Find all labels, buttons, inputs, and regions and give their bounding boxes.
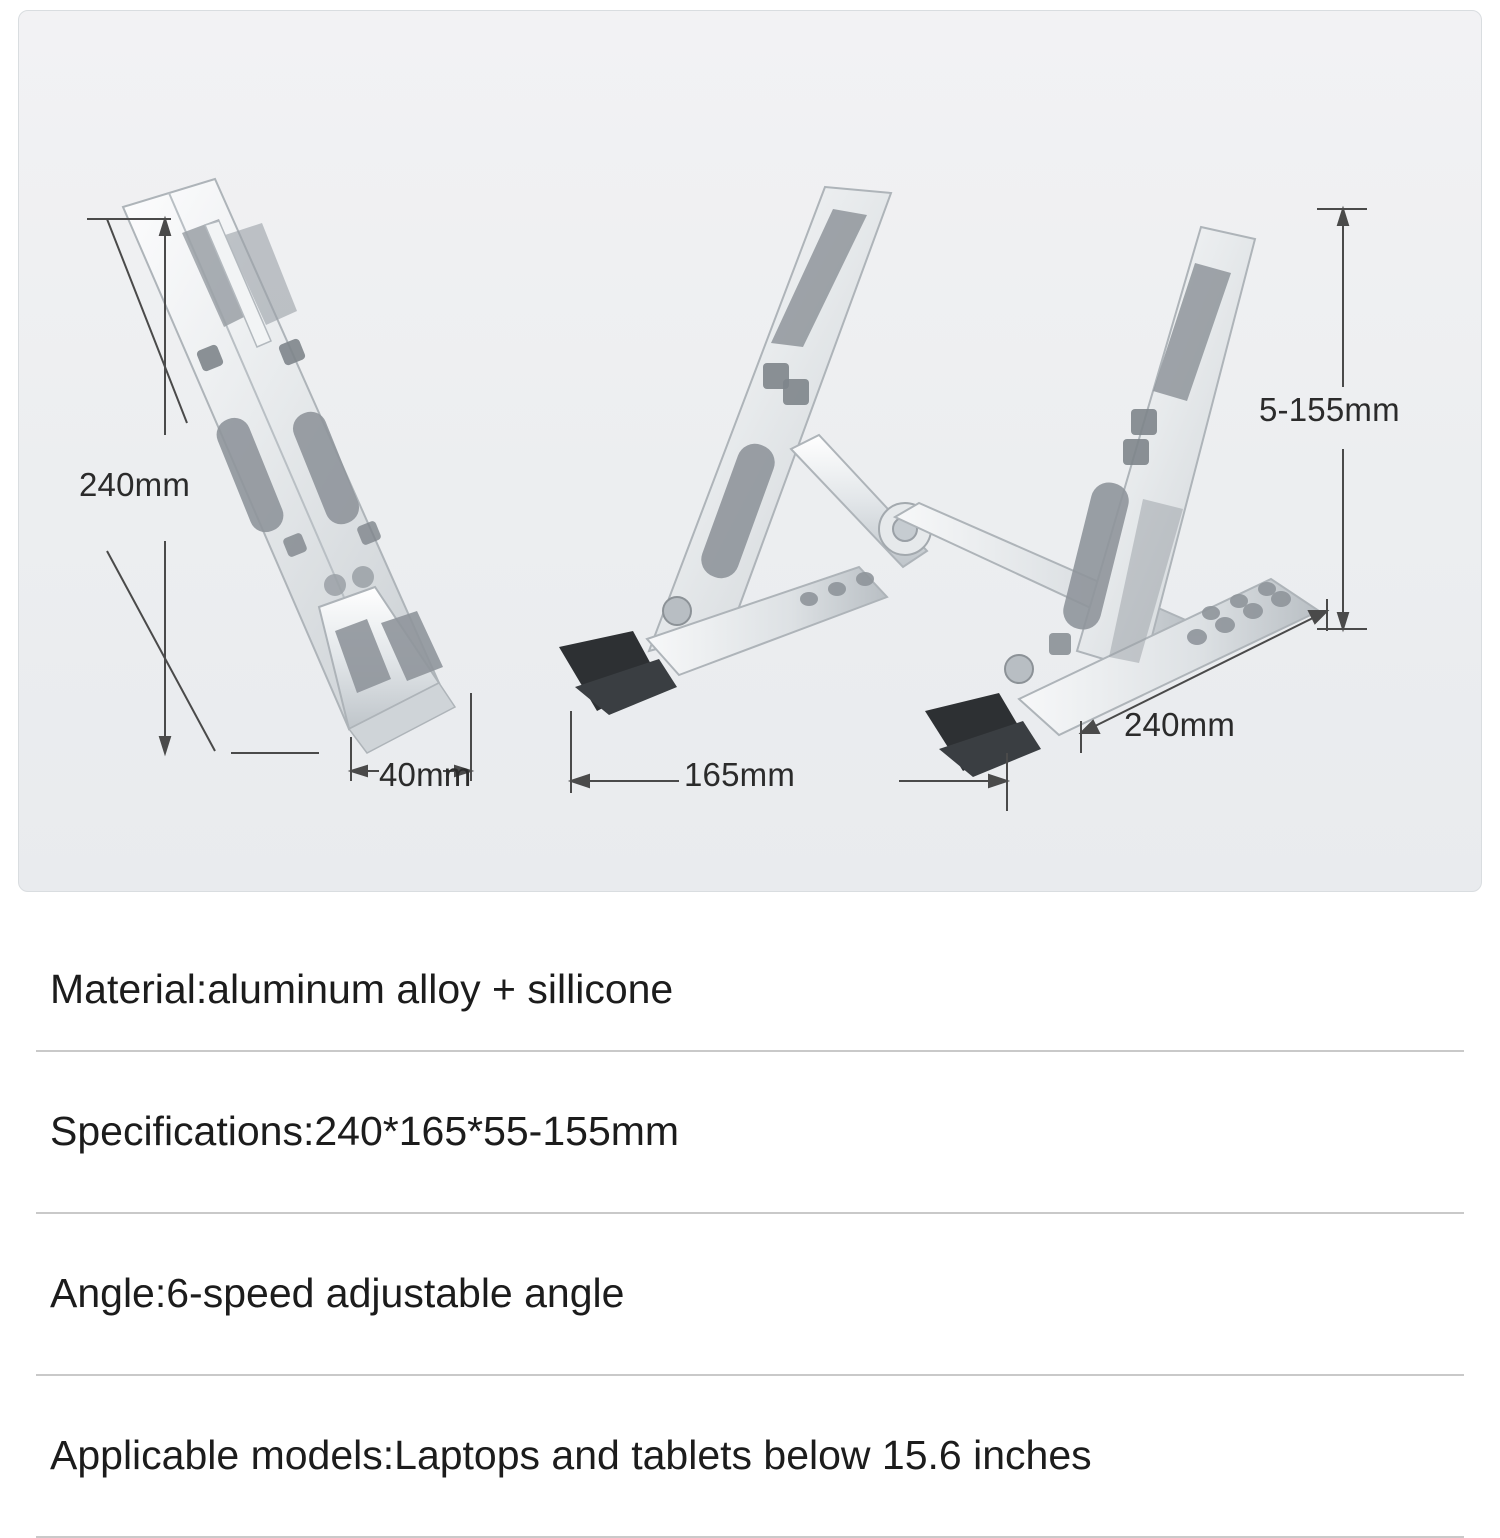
spec-row-material [36, 930, 1464, 1052]
open-stand-view [559, 187, 1319, 777]
dimension-label-length-open: 240mm [1124, 706, 1236, 743]
dimension-label-width-folded: 40mm [379, 756, 472, 793]
specification-list [36, 930, 1464, 1538]
spec-text-specifications: Specifications:240*165*55-155mm [50, 1108, 680, 1155]
spec-row-applicable-models [36, 1376, 1464, 1538]
product-diagram-panel [18, 10, 1482, 892]
dimension-label-height-folded: 240mm [79, 466, 191, 503]
spec-row-angle [36, 1214, 1464, 1376]
spec-text-angle: Angle:6-speed adjustable angle [50, 1270, 625, 1317]
dimension-label-height-range: 5-155mm [1259, 391, 1400, 428]
spec-text-applicable-models: Applicable models:Laptops and tablets below 15.6 inches [50, 1432, 1092, 1479]
dimension-label-depth-open: 165mm [684, 756, 796, 793]
spec-text-material: Material:aluminum alloy + sillicone [50, 966, 674, 1013]
spec-row-specifications [36, 1052, 1464, 1214]
